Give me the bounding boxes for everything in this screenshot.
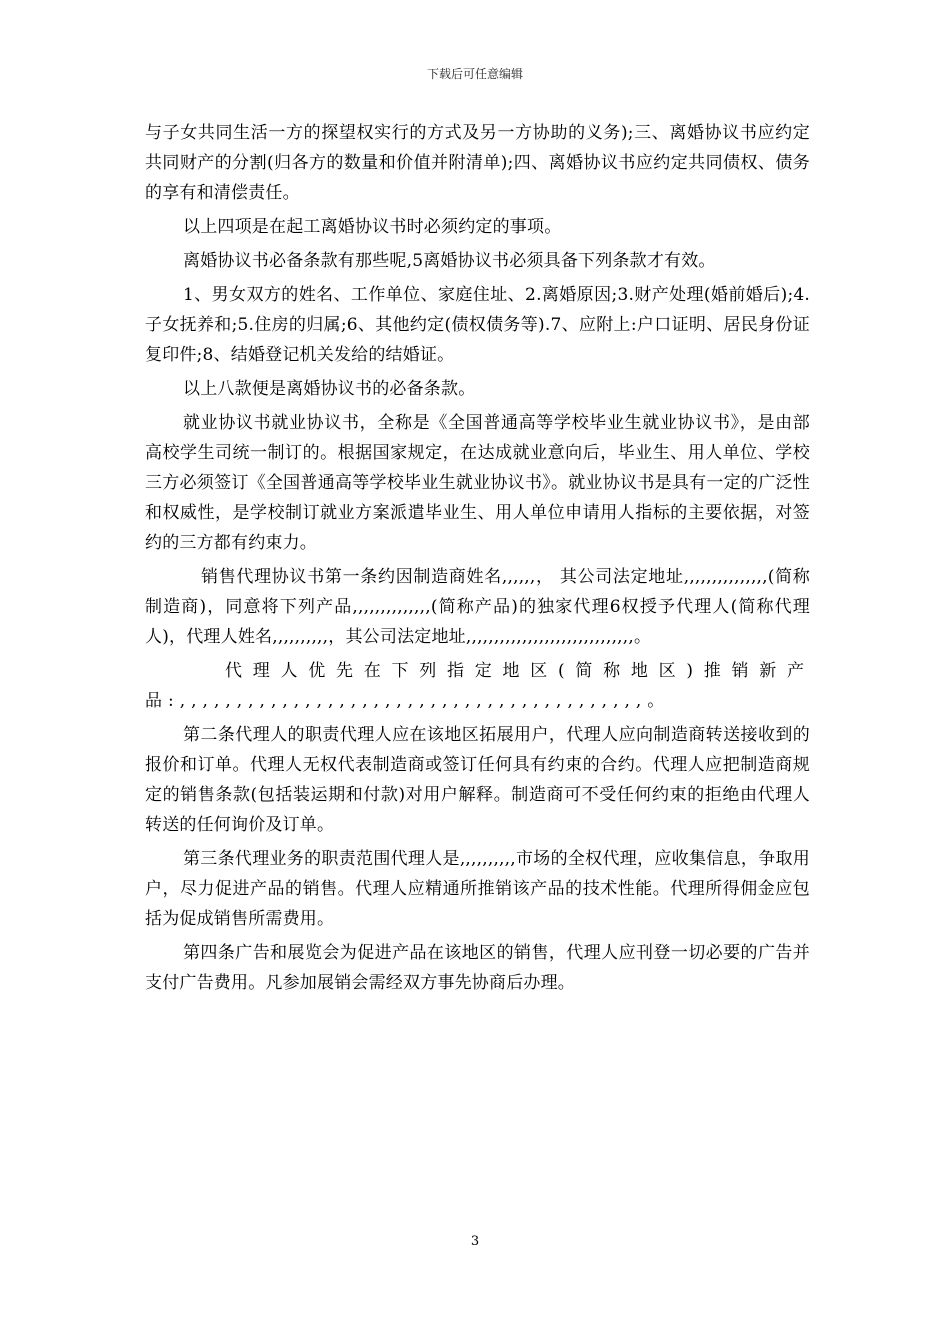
document-body <box>145 118 810 1002</box>
paragraph-2: 以上四项是在起工离婚协议书时必须约定的事项。 <box>183 217 562 237</box>
paragraph-5: 以上八款便是离婚协议书的必备条款。 <box>183 379 476 399</box>
paragraph-6: 就业协议书就业协议书，全称是《全国普通高等学校毕业生就业协议书》，是由部高校学生司统一制订的。根据国家规定，在达成就业意向后，毕业生、用人单位、学校三方必须签订《全国普通高等学校毕业生就业协议书》。就业协议书是具有一定的广泛性和权威性，是学校制订就业方案派遣毕业生、用人单位申请用人指标的主要依据，对签约的三方都有约束力。 <box>145 413 810 553</box>
paragraph-8: 代理人优先在下列指定地区(简称地区)推销新产品:,,,,,,,,,,,,,,,,,,,,,,,,,,,,,,,,,,,,,,,,,。 <box>145 661 810 711</box>
paragraph-9: 第二条代理人的职责代理人应在该地区拓展用户，代理人应向制造商转送接收到的报价和订单。代理人无权代表制造商或签订任何具有约束的合约。代理人应把制造商规定的销售条款(包括装运期和付款)对用户解释。制造商可不受任何约束的拒绝由代理人转送的任何询价及订单。 <box>145 725 810 835</box>
paragraph-4: 1、男女双方的姓名、工作单位、家庭住址、2.离婚原因;3.财产处理(婚前婚后);4.子女抚养和;5.住房的归属;6、其他约定(债权债务等).7、应附上:户口证明、居民身份证复印件;8、结婚登记机关发给的结婚证。 <box>145 285 810 365</box>
paragraph-1: 与子女共同生活一方的探望权实行的方式及另一方协助的义务);三、离婚协议书应约定共同财产的分割(归各方的数量和价值并附清单);四、离婚协议书应约定共同债权、债务的享有和清偿责任。 <box>145 123 810 203</box>
paragraph-3: 离婚协议书必备条款有那些呢,5离婚协议书必须具备下列条款才有效。 <box>183 251 716 271</box>
page-header: 下载后可任意编辑 <box>426 67 523 81</box>
paragraph-7: 销售代理协议书第一条约因制造商姓名,,,,,,， 其公司法定地址,,,,,,,,,,,,,,,(简称制造商)，同意将下列产品,,,,,,,,,,,,,,(简称产品)的独家代理6权授予代理人(简称代理人)，代理人姓名,,,,,,,,,,，其公司法定地址,,,,,,,,,,,,,,,,,,,,,,,,,,,,,,。 <box>145 567 810 647</box>
paragraph-11: 第四条广告和展览会为促进产品在该地区的销售，代理人应刊登一切必要的广告并支付广告费用。凡参加展销会需经双方事先协商后办理。 <box>145 943 810 993</box>
paragraph-10: 第三条代理业务的职责范围代理人是,,,,,,,,,,市场的全权代理，应收集信息，争取用户，尽力促进产品的销售。代理人应精通所推销该产品的技术性能。代理所得佣金应包括为促成销售所需费用。 <box>145 849 810 929</box>
page-number: 3 <box>470 1234 480 1249</box>
